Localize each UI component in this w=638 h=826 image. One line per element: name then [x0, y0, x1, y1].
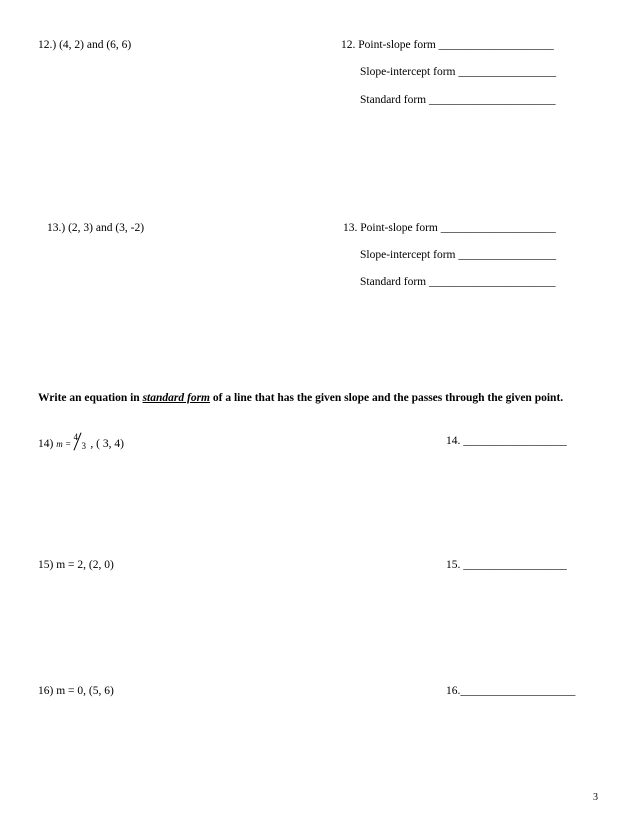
page-number: 3 [593, 792, 598, 803]
problem-14-point: , ( 3, 4) [90, 438, 124, 450]
problem-14-number: 14) [38, 438, 54, 450]
problem-15-answer-line: 15. __________________ [446, 559, 567, 571]
fraction-numerator: 4 [73, 432, 79, 442]
problem-13-point-slope-line: 13. Point-slope form ____________________ [343, 222, 556, 234]
problem-13-slope-intercept-line: Slope-intercept form _________________ [360, 249, 557, 261]
equals-sign: = [65, 439, 71, 449]
problem-12-point-slope-line: 12. Point-slope form ____________________ [341, 39, 554, 51]
problem-14 [38, 432, 124, 451]
problem-14-answer-line: 14. __________________ [446, 435, 567, 447]
fraction-denominator: 3 [81, 441, 87, 451]
heading-emphasis: standard form [142, 392, 210, 404]
heading-text-post: of a line that has the given slope and the passes through the given point. [210, 392, 564, 404]
problem-12-points: 12.) (4, 2) and (6, 6) [38, 39, 132, 51]
instructions-heading [38, 389, 598, 407]
problem-12-slope-intercept-line: Slope-intercept form _________________ [360, 66, 557, 78]
problem-12-standard-line: Standard form ______________________ [360, 94, 556, 106]
heading-text-pre: Write an equation in [38, 392, 143, 404]
problem-16-answer-line: 16.____________________ [446, 685, 576, 697]
problem-15: 15) m = 2, (2, 0) [38, 559, 114, 571]
slope-variable: m [56, 439, 63, 449]
problem-13-standard-line: Standard form ______________________ [360, 276, 556, 288]
slope-fraction [73, 432, 88, 451]
problem-13-points: 13.) (2, 3) and (3, -2) [47, 222, 145, 234]
problem-16: 16) m = 0, (5, 6) [38, 685, 114, 697]
